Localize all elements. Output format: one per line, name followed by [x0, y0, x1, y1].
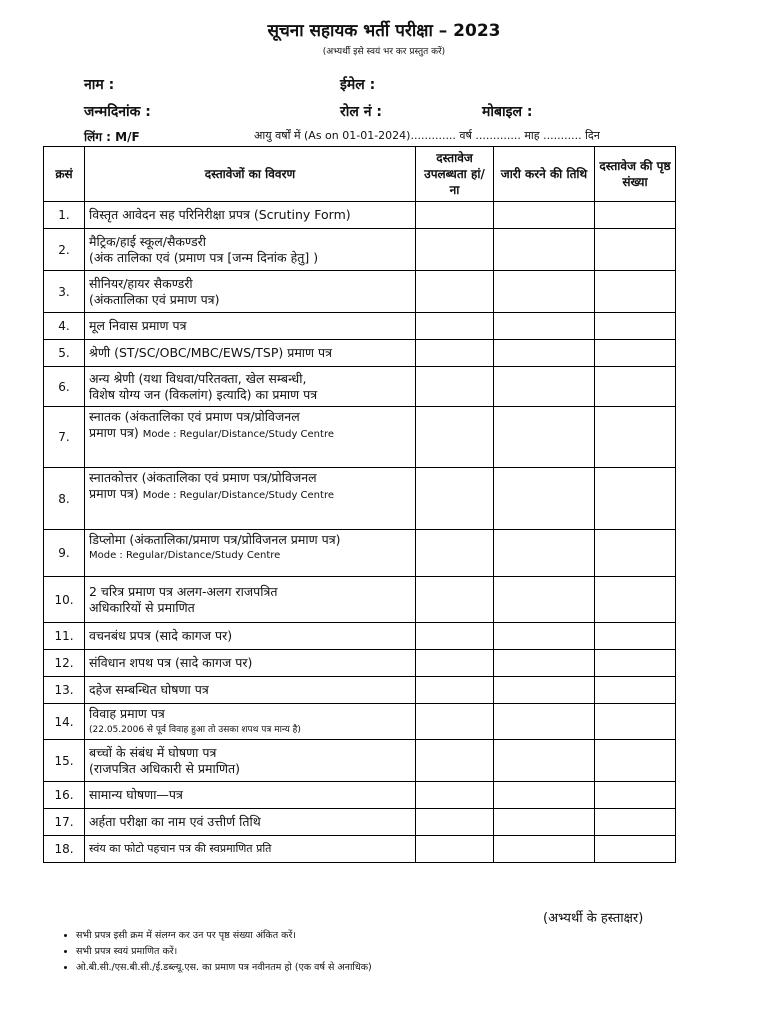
header-sno: क्रसं: [44, 147, 85, 202]
issue-date-cell[interactable]: [494, 530, 595, 577]
row-number: 12.: [44, 650, 85, 677]
table-row: [44, 809, 676, 836]
row-number: 4.: [44, 313, 85, 340]
row-description: दहेज सम्बन्धित घोषणा पत्र: [85, 677, 416, 704]
row-number: 7.: [44, 407, 85, 468]
row-description: विस्तृत आवेदन सह परिनिरीक्षा प्रपत्र (Scrutiny Form): [85, 202, 416, 229]
page-title: सूचना सहायक भर्ती परीक्षा – 2023: [267, 21, 501, 41]
issue-date-cell[interactable]: [494, 650, 595, 677]
row-description: अन्य श्रेणी (यथा विधवा/परितक्ता, खेल सम्बन्धी, विशेष योग्य जन (विकलांग) इत्यादि) का प्रमाण पत्र: [85, 367, 416, 407]
issue-date-cell[interactable]: [494, 229, 595, 271]
avail-cell[interactable]: [416, 313, 494, 340]
row-description: स्नातक (अंकतालिका एवं प्रमाण पत्र/प्रोविजनल प्रमाण पत्र) Mode : Regular/Distance/Study Centre: [85, 407, 416, 468]
issue-date-cell[interactable]: [494, 407, 595, 468]
row-description: मूल निवास प्रमाण पत्र: [85, 313, 416, 340]
avail-cell[interactable]: [416, 836, 494, 863]
avail-cell[interactable]: [416, 202, 494, 229]
row-number: 8.: [44, 468, 85, 530]
row-number: 14.: [44, 704, 85, 740]
row-number: 18.: [44, 836, 85, 863]
header-issue: जारी करने की तिथि: [494, 147, 595, 202]
table-row: [44, 530, 676, 577]
list-item: • सभी प्रपत्र इसी क्रम में संलग्न कर उन पर पृष्ठ संख्या अंकित करें।: [76, 928, 372, 944]
avail-cell[interactable]: [416, 407, 494, 468]
row-description: श्रेणी (ST/SC/OBC/MBC/EWS/TSP) प्रमाण पत्र: [85, 340, 416, 367]
header-avail: दस्तावेज उपलब्धता हां/ना: [416, 147, 494, 202]
table-row: [44, 407, 676, 468]
table-row: [44, 202, 676, 229]
page-count-cell[interactable]: [595, 782, 676, 809]
email-field[interactable]: ईमेल :: [340, 77, 376, 93]
row-description: स्वंय का फोटो पहचान पत्र की स्वप्रमाणित प्रति: [85, 836, 416, 863]
page-count-cell[interactable]: [595, 313, 676, 340]
page-subtitle: (अभ्यर्थी इसे स्वयं भर कर प्रस्तुत करें): [322, 47, 446, 57]
avail-cell[interactable]: [416, 367, 494, 407]
age-field[interactable]: आयु वर्षों में (As on 01-01-2024)............. वर्ष ............. माह ........... दिन: [254, 129, 600, 142]
row-number: 1.: [44, 202, 85, 229]
dob-field[interactable]: जन्मदिनांक :: [84, 104, 151, 120]
issue-date-cell[interactable]: [494, 740, 595, 782]
table-row: [44, 229, 676, 271]
avail-cell[interactable]: [416, 809, 494, 836]
avail-cell[interactable]: [416, 782, 494, 809]
table-row: [44, 782, 676, 809]
table-row: [44, 677, 676, 704]
issue-date-cell[interactable]: [494, 313, 595, 340]
row-number: 17.: [44, 809, 85, 836]
row-description: बच्चों के संबंध में घोषणा पत्र (राजपत्रित अधिकारी से प्रमाणित): [85, 740, 416, 782]
avail-cell[interactable]: [416, 340, 494, 367]
avail-cell[interactable]: [416, 677, 494, 704]
issue-date-cell[interactable]: [494, 340, 595, 367]
avail-cell[interactable]: [416, 468, 494, 530]
row-description: सीनियर/हायर सैकण्डरी (अंकतालिका एवं प्रमाण पत्र): [85, 271, 416, 313]
avail-cell[interactable]: [416, 271, 494, 313]
page-count-cell[interactable]: [595, 202, 676, 229]
page-count-cell[interactable]: [595, 271, 676, 313]
page-count-cell[interactable]: [595, 809, 676, 836]
avail-cell[interactable]: [416, 530, 494, 577]
avail-cell[interactable]: [416, 623, 494, 650]
row-description: अर्हता परीक्षा का नाम एवं उत्तीर्ण तिथि: [85, 809, 416, 836]
header-desc: दस्तावेजों का विवरण: [85, 147, 416, 202]
issue-date-cell[interactable]: [494, 577, 595, 623]
avail-cell[interactable]: [416, 577, 494, 623]
row-description: सामान्य घोषणा—पत्र: [85, 782, 416, 809]
page-count-cell[interactable]: [595, 577, 676, 623]
page-count-cell[interactable]: [595, 367, 676, 407]
issue-date-cell[interactable]: [494, 367, 595, 407]
table-row: [44, 577, 676, 623]
page-count-cell[interactable]: [595, 740, 676, 782]
avail-cell[interactable]: [416, 704, 494, 740]
row-description: वचनबंध प्रपत्र (सादे कागज पर): [85, 623, 416, 650]
documents-table: [43, 146, 676, 863]
row-description: संविधान शपथ पत्र (सादे कागज पर): [85, 650, 416, 677]
row-number: 6.: [44, 367, 85, 407]
table-row: [44, 271, 676, 313]
avail-cell[interactable]: [416, 650, 494, 677]
avail-cell[interactable]: [416, 229, 494, 271]
avail-cell[interactable]: [416, 740, 494, 782]
instructions-list: [58, 928, 372, 976]
page-count-cell[interactable]: [595, 650, 676, 677]
row-number: 10.: [44, 577, 85, 623]
table-row: [44, 623, 676, 650]
table-row: [44, 740, 676, 782]
row-description: विवाह प्रमाण पत्र (22.05.2006 से पूर्व विवाह हुआ तो उसका शपथ पत्र मान्य है): [85, 704, 416, 740]
table-row: [44, 704, 676, 740]
page-count-cell[interactable]: [595, 677, 676, 704]
page-count-cell[interactable]: [595, 229, 676, 271]
issue-date-cell[interactable]: [494, 271, 595, 313]
row-number: 2.: [44, 229, 85, 271]
row-number: 3.: [44, 271, 85, 313]
issue-date-cell[interactable]: [494, 836, 595, 863]
page-count-cell[interactable]: [595, 704, 676, 740]
table-row: [44, 468, 676, 530]
row-description: स्नातकोत्तर (अंकतालिका एवं प्रमाण पत्र/प्रोविजनल प्रमाण पत्र) Mode : Regular/Distance/Study Centre: [85, 468, 416, 530]
list-item: • ओ.बी.सी./एस.बी.सी./ई.डब्ल्यू.एस. का प्रमाण पत्र नवीनतम हो (एक वर्ष से अनाधिक): [76, 960, 372, 976]
candidate-signature-label: (अभ्यर्थी के हस्ताक्षर): [543, 911, 644, 926]
issue-date-cell[interactable]: [494, 202, 595, 229]
page-count-cell[interactable]: [595, 407, 676, 468]
gender-field[interactable]: लिंग : M/F: [84, 130, 140, 144]
issue-date-cell[interactable]: [494, 677, 595, 704]
issue-date-cell[interactable]: [494, 809, 595, 836]
row-number: 16.: [44, 782, 85, 809]
page-count-cell[interactable]: [595, 340, 676, 367]
roll-field[interactable]: रोल नं :: [340, 104, 382, 120]
table-row: [44, 836, 676, 863]
row-description: डिप्लोमा (अंकतालिका/प्रमाण पत्र/प्रोविजनल प्रमाण पत्र) Mode : Regular/Distance/Study Centre: [85, 530, 416, 577]
row-number: 9.: [44, 530, 85, 577]
page-count-cell[interactable]: [595, 836, 676, 863]
row-number: 5.: [44, 340, 85, 367]
issue-date-cell[interactable]: [494, 782, 595, 809]
header-pages: दस्तावेज की पृष्ठ संख्या: [595, 147, 676, 202]
row-number: 11.: [44, 623, 85, 650]
row-description: 2 चरित्र प्रमाण पत्र अलग-अलग राजपत्रित अधिकारियों से प्रमाणित: [85, 577, 416, 623]
table-row: [44, 367, 676, 407]
table-row: [44, 313, 676, 340]
page-count-cell[interactable]: [595, 623, 676, 650]
issue-date-cell[interactable]: [494, 623, 595, 650]
row-number: 15.: [44, 740, 85, 782]
table-row: [44, 650, 676, 677]
issue-date-cell[interactable]: [494, 468, 595, 530]
issue-date-cell[interactable]: [494, 704, 595, 740]
row-description: मैट्रिक/हाई स्कूल/सैकण्डरी (अंक तालिका एवं (प्रमाण पत्र [जन्म दिनांक हेतु] ): [85, 229, 416, 271]
page-count-cell[interactable]: [595, 468, 676, 530]
mobile-field[interactable]: मोबाइल :: [482, 104, 533, 120]
table-row: [44, 340, 676, 367]
page-count-cell[interactable]: [595, 530, 676, 577]
name-field[interactable]: नाम :: [84, 77, 115, 93]
list-item: • सभी प्रपत्र स्वयं प्रमाणित करें।: [76, 944, 372, 960]
row-number: 13.: [44, 677, 85, 704]
